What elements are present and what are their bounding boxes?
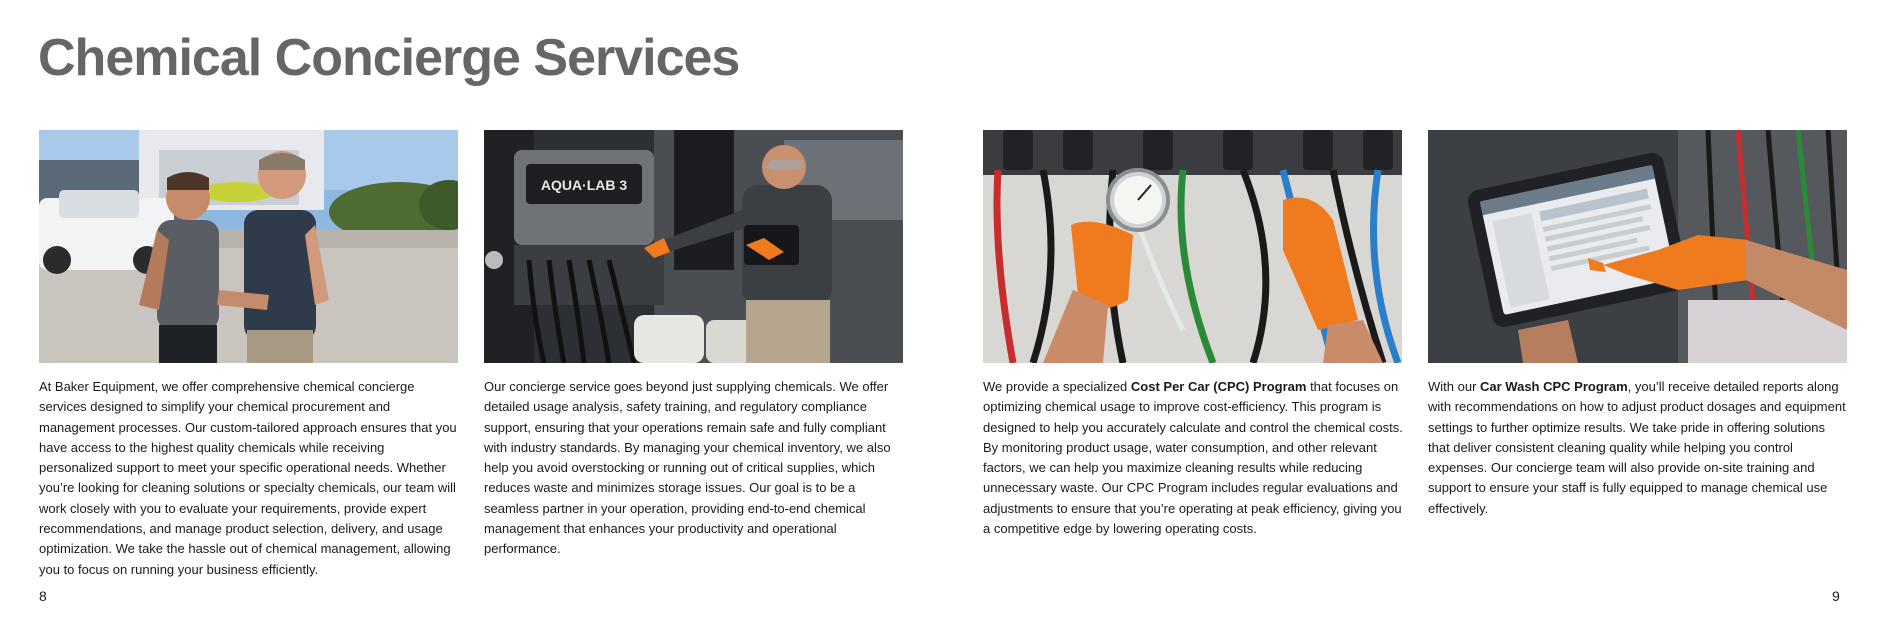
aqua-lab-label: AQUA·LAB 3 xyxy=(540,177,628,193)
photo-technician-panel xyxy=(484,130,903,363)
column-3-text-intro: We provide a specialized xyxy=(983,379,1131,394)
photo-pressure-gauge xyxy=(983,130,1402,363)
handshake-image xyxy=(39,130,458,363)
gauge-image xyxy=(983,130,1402,363)
column-4-text-body: , you’ll receive detailed reports along with recommendations on how to adjust product dosages and equipment settings to further optimize results. We take pride in offering solutions that deliver consistent cleaning quality while helping you control expenses. Our concierge team will also provide on-site training and support to ensure your staff is fully equipped to manage chemical use effectively. xyxy=(1428,379,1846,516)
page-number-right: 9 xyxy=(1832,588,1840,604)
car-wash-cpc-program-name: Car Wash CPC Program xyxy=(1480,379,1628,394)
page-number-left: 8 xyxy=(39,588,47,604)
column-4-text-intro: With our xyxy=(1428,379,1481,394)
photo-tablet-report xyxy=(1428,130,1847,363)
column-2-text: Our concierge service goes beyond just supplying chemicals. We offer detailed usage analysis, safety training, and regulatory compliance support, ensuring that your operations remain safe and fully compliant with industry standards. By managing your chemical inventory, we also help you avoid overstocking or running out of critical supplies, which reduces waste and minimizes storage issues. Our goal is to be a seamless partner in your operation, providing end-to-end chemical management that enhances your productivity and operational performance. xyxy=(484,379,891,557)
column-3-text-body: that focuses on optimizing chemical usage to improve cost-efficiency. This program is designed to help you accurately calculate and control the chemical costs. By monitoring product usage, water consumption, and other relevant factors, we can help you maximize cleaning results while reducing unnecessary waste. Our CPC Program includes regular evaluations and adjustments to ensure that you’re operating at peak efficiency, giving you a competitive edge by lowering operating costs. xyxy=(983,379,1403,537)
column-1-text: At Baker Equipment, we offer comprehensive chemical concierge services designed to simplify your chemical procurement and management processes. Our custom-tailored approach ensures that you have access to the highest quality chemicals while receiving personalized support to meet your specific operational needs. Whether you’re looking for cleaning solutions or specialty chemicals, our team will work closely with you to evaluate your requirements, provide expert recommendations, and manage product selection, delivery, and usage optimization. We take the hassle out of chemical management, allowing you to focus on running your business efficiently. xyxy=(39,379,457,577)
technician-image xyxy=(484,130,903,363)
photo-handshake xyxy=(39,130,458,363)
tablet-image xyxy=(1428,130,1847,363)
page-title: Chemical Concierge Services xyxy=(38,29,740,87)
cpc-program-name: Cost Per Car (CPC) Program xyxy=(1130,379,1307,394)
column-3-text xyxy=(983,377,1405,539)
column-4-text xyxy=(1428,377,1848,519)
